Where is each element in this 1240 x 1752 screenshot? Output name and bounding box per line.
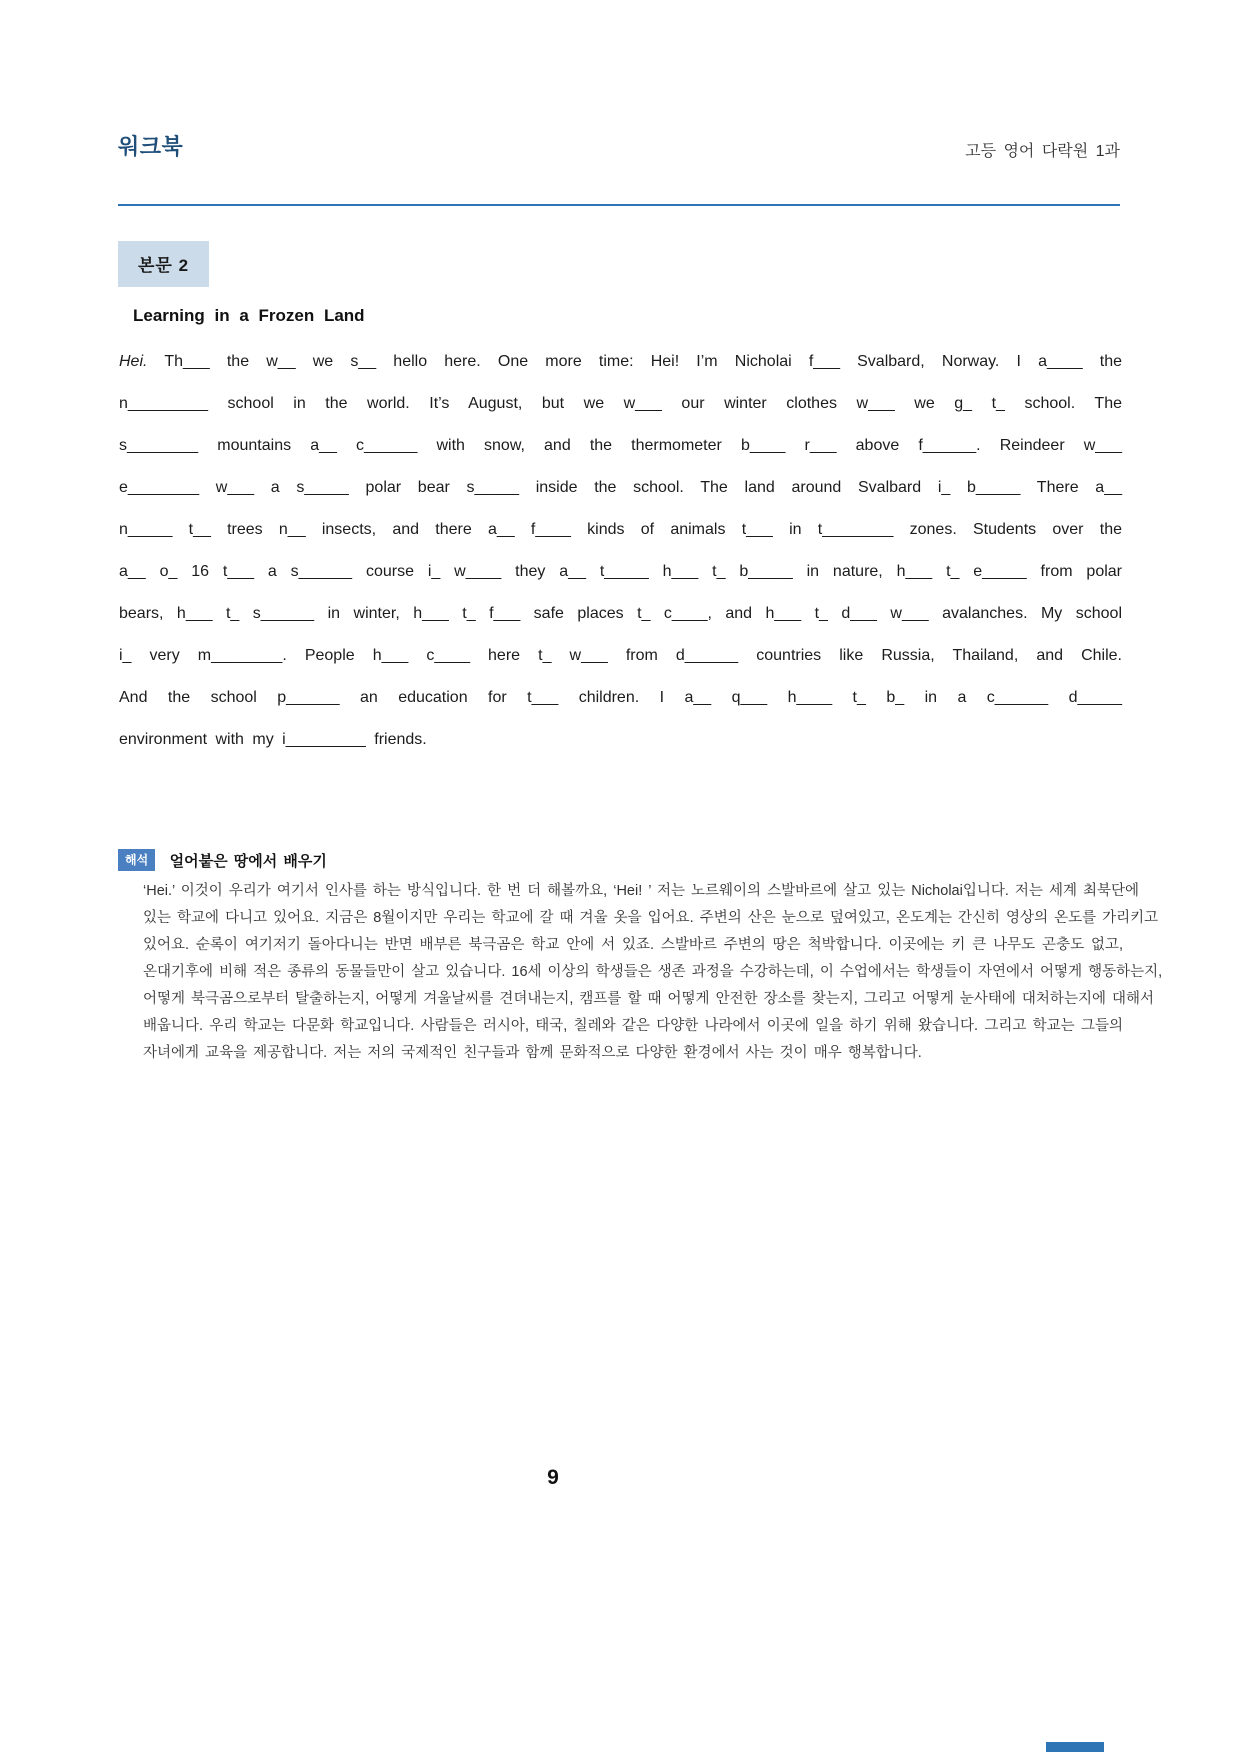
passage-line: a__ o_ 16 t___ a s______ course i_ w____ they a__ t_____ h___ t_ b_____ in nature, h___ t_ e_____ from polar <box>119 563 1122 580</box>
translation-line: 온대기후에 비해 적은 종류의 동물들만이 살고 있습니다. 16세 이상의 학생들은 생존 과정을 수강하는데, 이 수업에서는 학생들이 자연에서 어떻게 행동하는지, <box>143 964 1163 980</box>
fill-in-the-blank-passage <box>119 341 1122 761</box>
translation-header <box>118 849 327 871</box>
header-divider <box>118 204 1120 206</box>
passage-line: And the school p______ an education for t___ children. I a__ q___ h____ t_ b_ in a c______ d_____ <box>119 689 1122 706</box>
korean-translation <box>143 878 1163 1067</box>
translation-heading: 얼어붙은 땅에서 배우기 <box>169 852 327 870</box>
passage-lead-italic: Hei. <box>119 353 148 370</box>
passage-line: s________ mountains a__ c______ with snow, and the thermometer b____ r___ above f______. Reindeer w___ <box>119 437 1122 454</box>
translation-line: 자녀에게 교육을 제공합니다. 저는 저의 국제적인 친구들과 함께 문화적으로 다양한 환경에서 사는 것이 매우 행복합니다. <box>143 1045 922 1061</box>
translation-line: 어떻게 북극곰으로부터 탈출하는지, 어떻게 겨울날씨를 견뎌내는지, 캠프를 할 때 어떻게 안전한 장소를 찾는지, 그리고 어떻게 눈사태에 대처하는지에 대해서 <box>143 991 1155 1007</box>
workbook-title: 워크북 <box>118 134 184 159</box>
passage-line: n_________ school in the world. It’s August, but we w___ our winter clothes w___ we g_ t_ school. The <box>119 395 1122 412</box>
passage-line: i_ very m________. People h___ c____ here t_ w___ from d______ countries like Russia, Thailand, and Chile. <box>119 647 1122 664</box>
passage-line: e________ w___ a s_____ polar bear s_____ inside the school. The land around Svalbard i_ b_____ There a__ <box>119 479 1122 496</box>
passage-line: n_____ t__ trees n__ insects, and there a__ f____ kinds of animals t___ in t________ zones. Students over the <box>119 521 1122 538</box>
translation-line: 있는 학교에 다니고 있어요. 지금은 8월이지만 우리는 학교에 갈 때 겨울 옷을 입어요. 주변의 산은 눈으로 덮여있고, 온도계는 간신히 영상의 온도를 가리키고 <box>143 910 1159 926</box>
passage-line <box>119 341 1122 383</box>
translation-badge: 해석 <box>118 849 155 871</box>
passage-line-text: Th___ the w__ we s__ hello here. One more time: Hei! I’m Nicholai f___ Svalbard, Norway. I a____ the <box>164 353 1123 370</box>
section-badge-bonmun-2: 본문 2 <box>118 241 209 287</box>
translation-line: ‘Hei.’ 이것이 우리가 여기서 인사를 하는 방식입니다. 한 번 더 해볼까요, ‘Hei! ’ 저는 노르웨이의 스발바르에 살고 있는 Nicholai입니다. 저는 세계 최북단에 <box>143 883 1140 899</box>
bottom-corner-accent-bar <box>1046 1742 1104 1752</box>
passage-line: environment with my i_________ friends. <box>119 731 427 748</box>
page-number: 9 <box>547 1466 559 1489</box>
passage-line: bears, h___ t_ s______ in winter, h___ t_ f___ safe places t_ c____, and h___ t_ d___ w___ avalanches. My school <box>119 605 1122 622</box>
translation-line: 있어요. 순록이 여기저기 돌아다니는 반면 배부른 북극곰은 학교 안에 서 있죠. 스발바르 주변의 땅은 척박합니다. 이곳에는 키 큰 나무도 곤충도 없고, <box>143 937 1123 953</box>
passage-title: Learning in a Frozen Land <box>133 306 365 325</box>
lesson-title: 고등 영어 다락원 1과 <box>965 143 1120 160</box>
translation-line: 배웁니다. 우리 학교는 다문화 학교입니다. 사람들은 러시아, 태국, 칠레와 같은 다양한 나라에서 이곳에 일을 하기 위해 왔습니다. 그리고 학교는 그들의 <box>143 1018 1123 1034</box>
